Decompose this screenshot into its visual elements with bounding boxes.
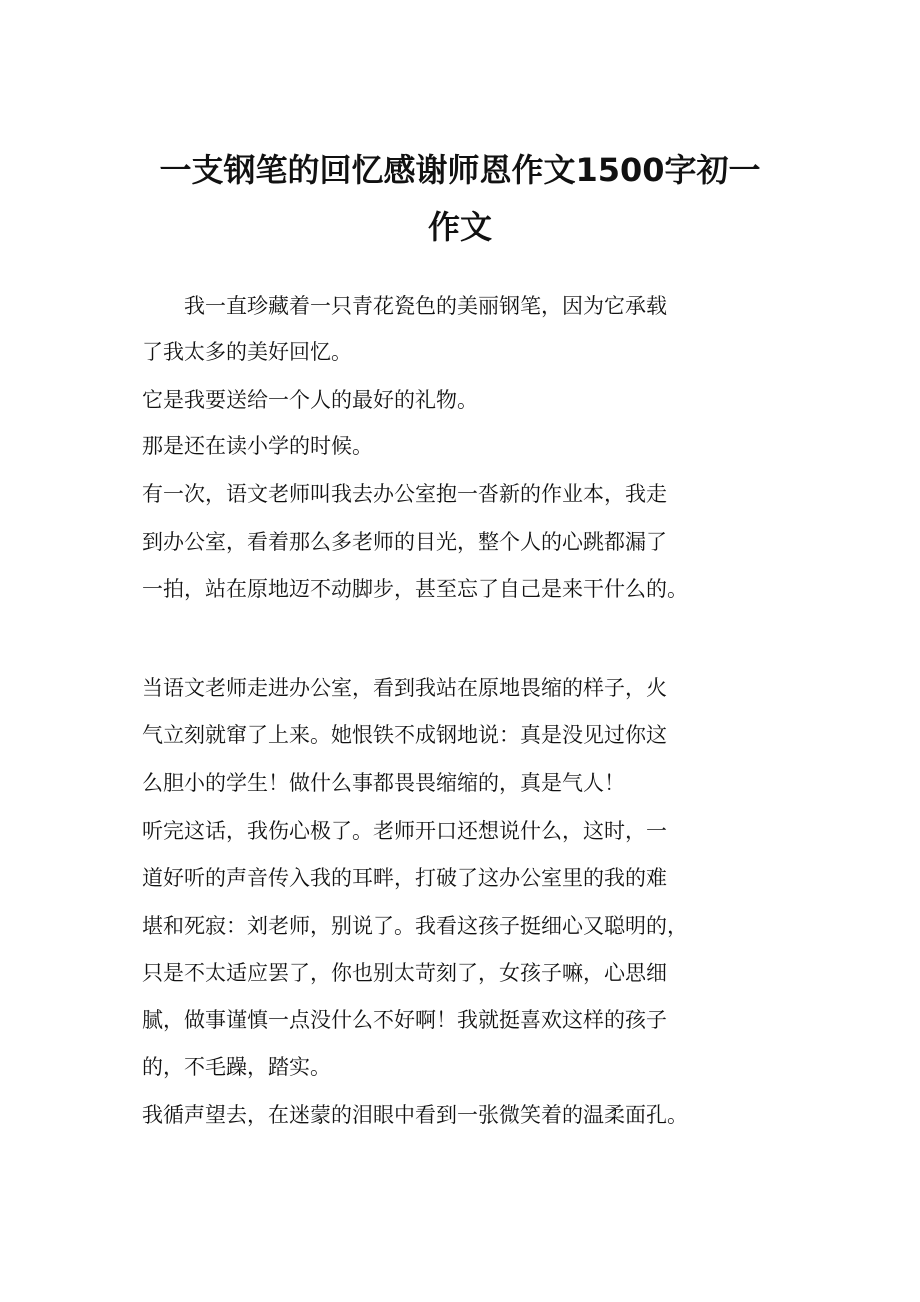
paragraph-line: 一拍，站在原地迈不动脚步，甚至忘了自己是来干什么的。 xyxy=(142,577,688,601)
paragraph-line: 气立刻就窜了上来。她恨铁不成钢地说：真是没见过你这 xyxy=(142,723,667,747)
paragraph-line: 它是我要送给一个人的最好的礼物。 xyxy=(142,388,478,412)
paragraph-line: 我循声望去，在迷蒙的泪眼中看到一张微笑着的温柔面孔。 xyxy=(142,1103,688,1127)
document-title-line-1: 一支钢笔的回忆感谢师恩作文1500字初一 xyxy=(159,151,761,189)
paragraph-line: 堪和死寂：刘老师，别说了。我看这孩子挺细心又聪明的， xyxy=(142,914,688,938)
paragraph-line: 了我太多的美好回忆。 xyxy=(142,340,352,364)
document-title-line-2: 作文 xyxy=(427,208,492,246)
paragraph-line: 么胆小的学生！做什么事都畏畏缩缩的，真是气人！ xyxy=(142,771,625,795)
paragraph-line: 到办公室，看着那么多老师的目光，整个人的心跳都漏了 xyxy=(142,530,667,554)
paragraph-line: 腻，做事谨慎一点没什么不好啊！我就挺喜欢这样的孩子 xyxy=(142,1008,667,1032)
paragraph-line: 道好听的声音传入我的耳畔，打破了这办公室里的我的难 xyxy=(142,866,667,890)
paragraph-line: 的，不毛躁，踏实。 xyxy=(142,1055,331,1079)
paragraph-line: 听完这话，我伤心极了。老师开口还想说什么，这时，一 xyxy=(142,819,667,843)
paragraph-line: 有一次，语文老师叫我去办公室抱一沓新的作业本，我走 xyxy=(142,482,667,506)
paragraph-line: 那是还在读小学的时候。 xyxy=(142,434,373,458)
paragraph-line: 只是不太适应罢了，你也别太苛刻了，女孩子嘛，心思细 xyxy=(142,961,667,985)
paragraph-line: 当语文老师走进办公室，看到我站在原地畏缩的样子，火 xyxy=(142,676,667,700)
paragraph-line: 我一直珍藏着一只青花瓷色的美丽钢笔，因为它承载 xyxy=(142,294,667,318)
